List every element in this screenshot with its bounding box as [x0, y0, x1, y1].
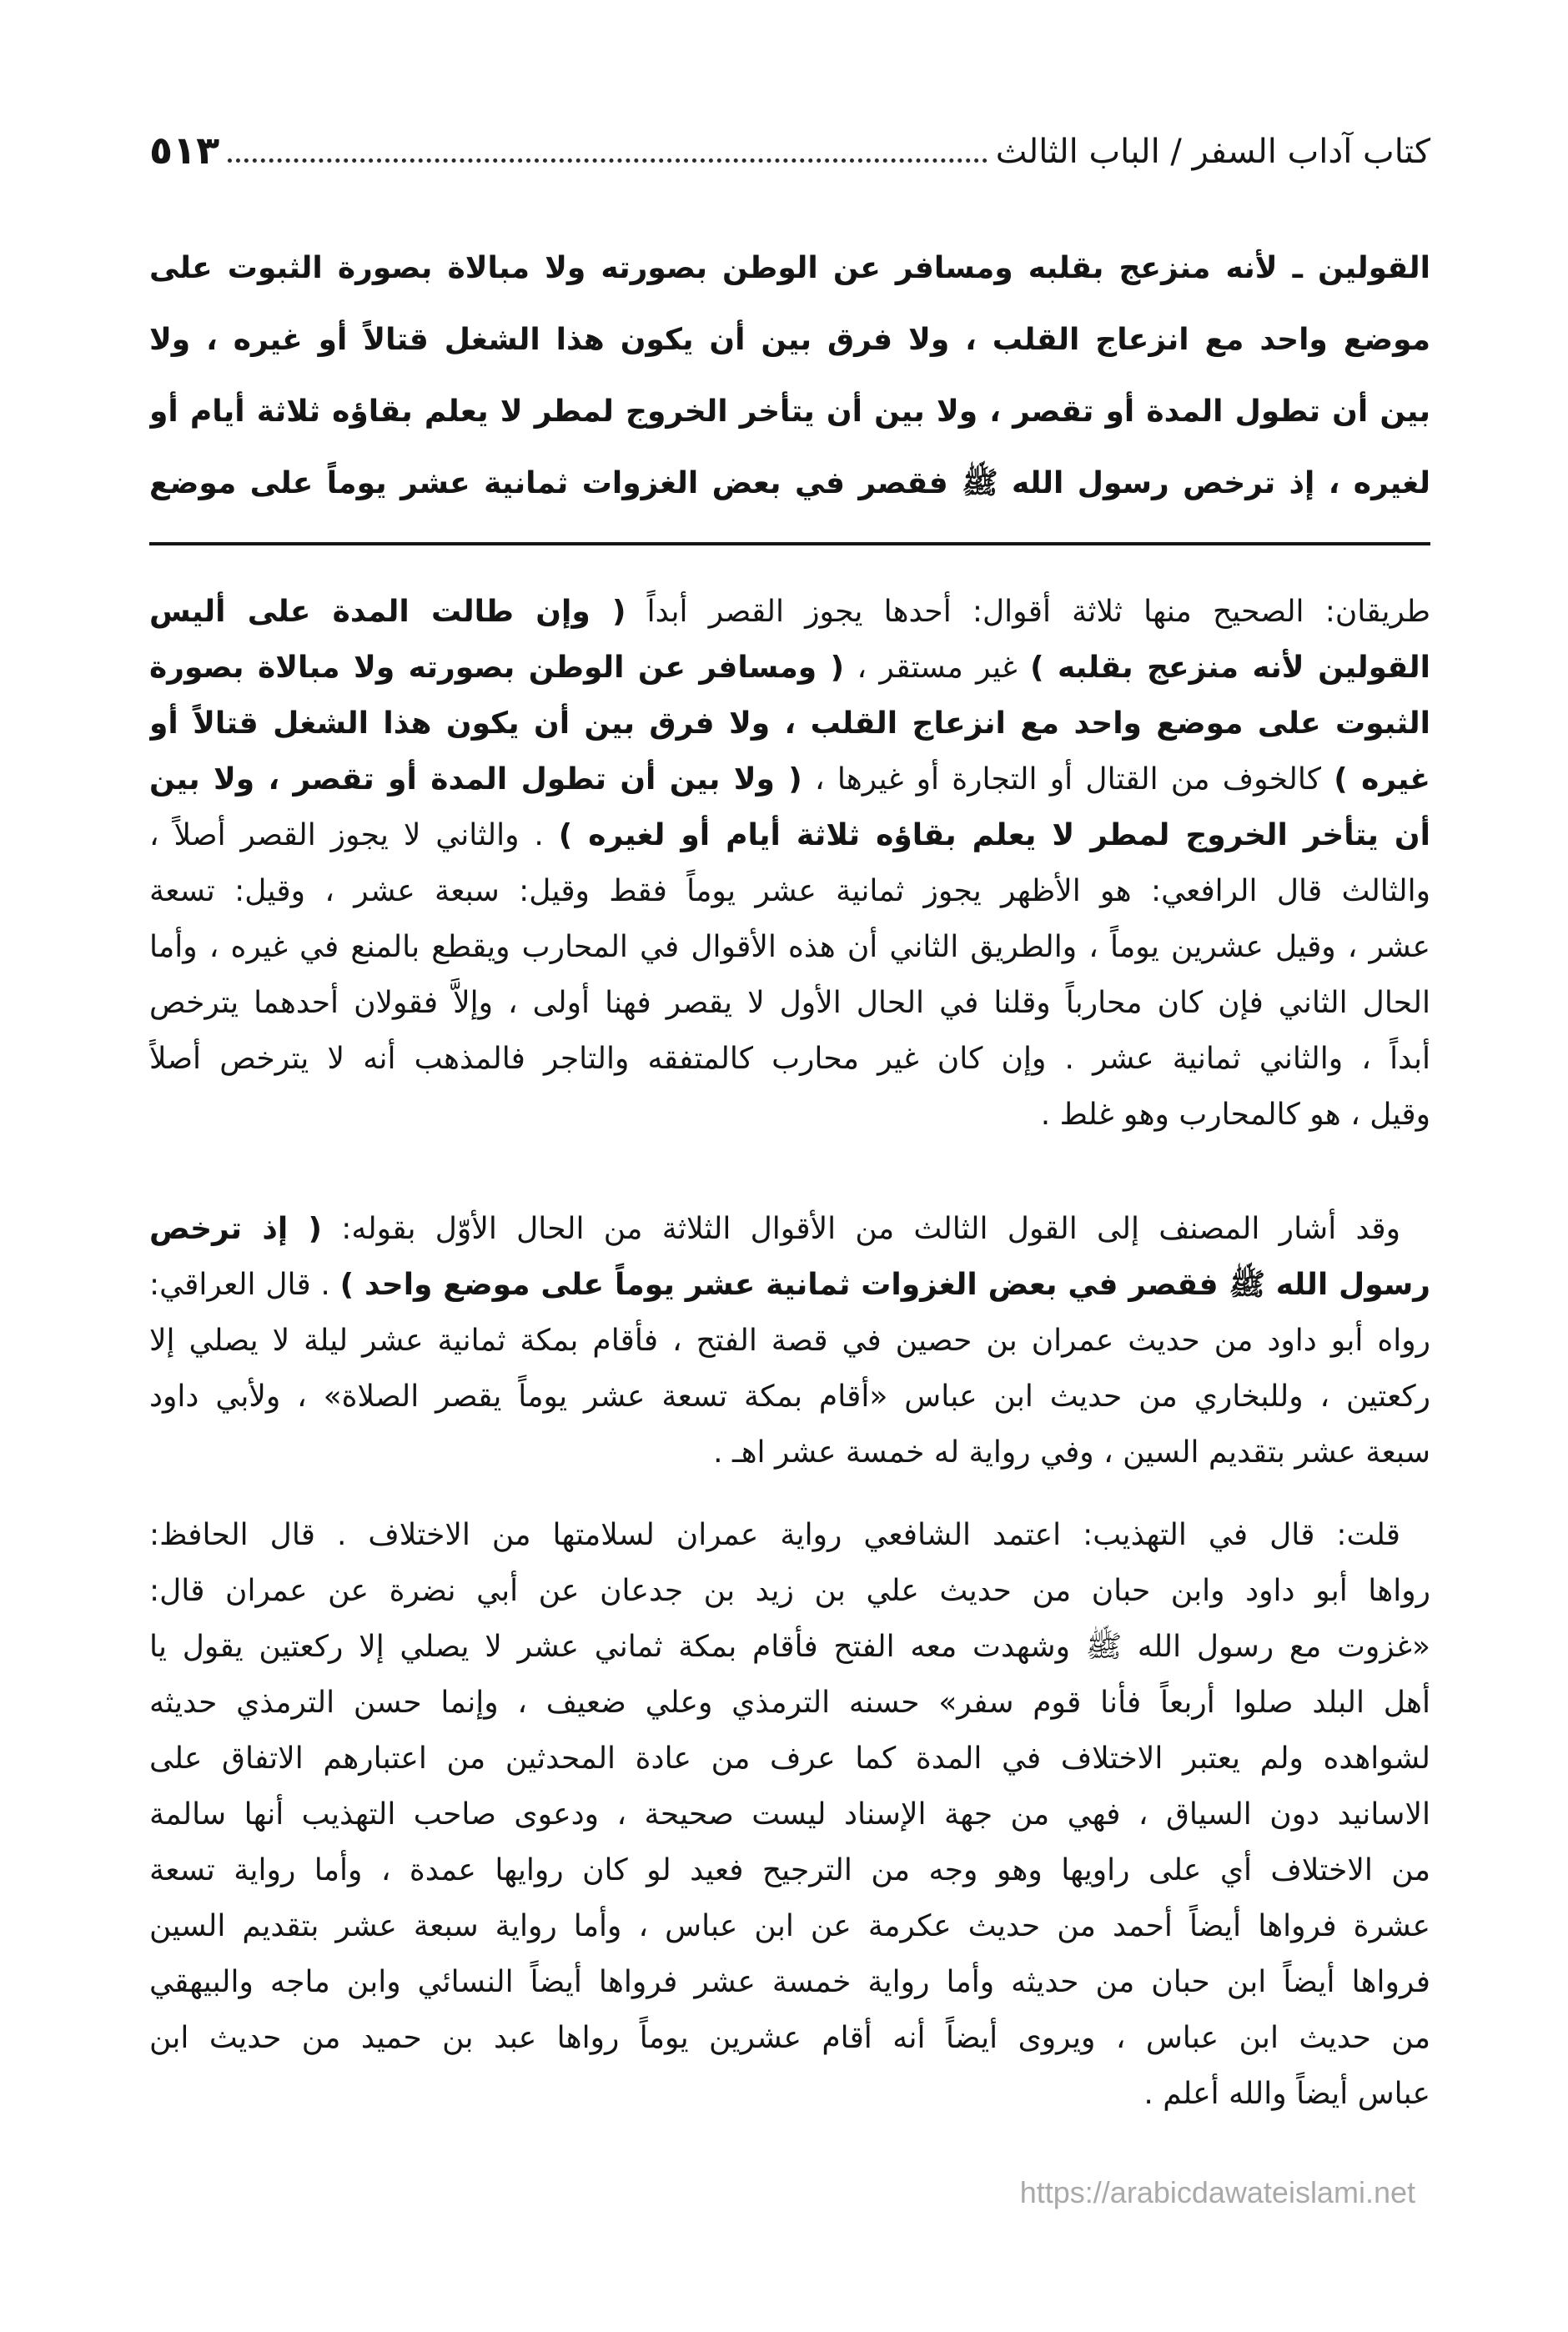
- commentary-text: وقد أشار المصنف إلى القول الثالث من الأقوال الثلاثة من الحال الأوّل بقوله:: [321, 1212, 1400, 1246]
- commentary-line: [149, 584, 1430, 640]
- commentary-text: وقيل ، هو كالمحارب وهو غلط .: [1040, 1098, 1430, 1132]
- commentary-line: [149, 1787, 1430, 1842]
- commentary-line: [149, 751, 1430, 807]
- quoted-matn-text: ( ولا بين أن تطول المدة أو تقصر ، ولا بين: [149, 762, 802, 797]
- commentary-text: الاسانيد دون السياق ، فهي من جهة الإسناد ليست صحيحة ، ودعوى صاحب التهذيب أنها سالمة: [149, 1797, 1430, 1832]
- commentary-text: فرواها أيضاً ابن حبان من حديثه وأما رواية خمسة عشر فرواها أيضاً النسائي وابن ماجه والبيهقي: [149, 1965, 1430, 1999]
- commentary-text: ركعتين ، وللبخاري من حديث ابن عباس «أقام بمكة تسعة عشر يوماً يقصر الصلاة» ، ولأبي داود: [149, 1380, 1430, 1414]
- commentary-text: من الاختلاف أي على راويها وهو وجه من الترجيح فعيد لو كان روايها عمدة ، وأما رواية تسعة: [149, 1853, 1430, 1887]
- quoted-matn-text: القولين لأنه منزعج بقلبه ): [1030, 651, 1430, 685]
- commentary-text: طريقان: الصحيح منها ثلاثة أقوال: أحدها يجوز القصر أبداً: [626, 595, 1430, 629]
- commentary-text: من حديث ابن عباس ، ويروى أيضاً أنه أقام عشرين يوماً رواها عبد بن حميد من حديث ابن: [149, 2021, 1430, 2055]
- commentary-text: الحال الثاني فإن كان محارباً وقلنا في الحال الأول لا يقصر فهنا أولى ، وإلاَّ فقولان أحدهما يترخص: [149, 986, 1430, 1020]
- main-text: [149, 233, 1430, 520]
- quoted-matn-text: غيره ): [1334, 762, 1430, 797]
- page-number: ٥١٣: [149, 128, 220, 173]
- commentary-line: [149, 1087, 1430, 1143]
- dot-leader: [228, 158, 988, 163]
- commentary-paragraph: [149, 1201, 1430, 1480]
- quoted-matn-text: ( ومسافر عن الوطن بصورته ولا مبالاة بصورة: [149, 651, 845, 685]
- commentary-line: [149, 975, 1430, 1031]
- running-title: كتاب آداب السفر / الباب الثالث: [995, 133, 1430, 171]
- commentary-paragraph: [149, 584, 1430, 1143]
- commentary-line: [149, 2066, 1430, 2122]
- commentary-text: «غزوت مع رسول الله ﷺ وشهدت معه الفتح فأقام بمكة ثماني عشر لا يصلي إلا ركعتين يقول يا: [149, 1630, 1430, 1664]
- quoted-matn-text: ( وإن طالت المدة على أليس: [149, 595, 626, 629]
- commentary-line: [149, 1898, 1430, 1954]
- commentary-text: أهل البلد صلوا أربعاً فأنا قوم سفر» حسنه الترمذي وعلي ضعيف ، وإنما حسن الترمذي حديثه: [149, 1686, 1430, 1720]
- main-text-line: لغيره ، إذ ترخص رسول الله ﷺ فقصر في بعض الغزوات ثمانية عشر يوماً على موضع: [149, 466, 1430, 500]
- commentary-text: رواها أبو داود وابن حبان من حديث علي بن زيد بن جدعان عن أبي نضرة عن عمران قال:: [149, 1574, 1430, 1608]
- commentary-line: [149, 1031, 1430, 1087]
- commentary: [149, 584, 1430, 2122]
- commentary-line: [149, 1201, 1430, 1257]
- commentary-line: [149, 863, 1430, 919]
- commentary-text: غير مستقر ،: [844, 651, 1031, 685]
- commentary-line: [149, 1425, 1430, 1480]
- quoted-matn-text: أن يتأخر الخروج لمطر لا يعلم بقاؤه ثلاثة أيام أو لغيره ): [558, 818, 1430, 852]
- running-header: [149, 122, 1430, 173]
- commentary-line: [149, 919, 1430, 975]
- commentary-line: [149, 1313, 1430, 1369]
- quoted-matn-text: الثبوت على موضع واحد مع انزعاج القلب ، ولا فرق بين أن يكون هذا الشغل قتالاً أو: [149, 706, 1430, 741]
- commentary-text: عشر ، وقيل عشرين يوماً ، والطريق الثاني أن هذه الأقوال في المحارب ويقطع بالمنع في غيره ، وأما: [149, 930, 1430, 964]
- commentary-text: عباس أيضاً والله أعلم .: [1143, 2077, 1430, 2111]
- commentary-text: . قال العراقي:: [149, 1268, 340, 1302]
- commentary-text: عشرة فرواها أيضاً أحمد من حديث عكرمة عن ابن عباس ، وأما رواية سبعة عشر بتقديم السين: [149, 1909, 1430, 1943]
- commentary-line: [149, 640, 1430, 696]
- commentary-text: قلت: قال في التهذيب: اعتمد الشافعي رواية عمران لسلامتها من الاختلاف . قال الحافظ:: [149, 1518, 1400, 1552]
- commentary-text: رواه أبو داود من حديث عمران بن حصين في قصة الفتح ، فأقام بمكة ثمانية عشر ليلة لا يصلي إلا: [149, 1324, 1430, 1358]
- commentary-text: والثالث قال الرافعي: هو الأظهر يجوز ثمانية عشر يوماً فقط وقيل: سبعة عشر ، وقيل: تسعة: [149, 874, 1430, 908]
- commentary-text: سبعة عشر بتقديم السين ، وفي رواية له خمسة عشر اهـ .: [713, 1435, 1430, 1470]
- commentary-text: . والثاني لا يجوز القصر أصلاً ،: [149, 818, 559, 852]
- commentary-line: [149, 1619, 1430, 1675]
- main-text-line: القولين ـ لأنه منزعج بقلبه ومسافر عن الوطن بصورته ولا مبالاة بصورة الثبوت على: [149, 251, 1430, 285]
- watermark-url: https://arabicdawateislami.net: [1019, 2175, 1415, 2209]
- commentary-paragraph: [149, 1507, 1430, 2122]
- main-text-line: بين أن تطول المدة أو تقصر ، ولا بين أن يتأخر الخروج لمطر لا يعلم بقاؤه ثلاثة أيام أو: [149, 395, 1430, 429]
- commentary-line: [149, 1563, 1430, 1619]
- quoted-matn-text: ( إذ ترخص: [149, 1212, 322, 1246]
- commentary-line: [149, 2010, 1430, 2066]
- commentary-line: [149, 1257, 1430, 1313]
- commentary-text: كالخوف من القتال أو التجارة أو غيرها ،: [802, 762, 1334, 797]
- commentary-line: [149, 807, 1430, 863]
- commentary-line: [149, 1369, 1430, 1425]
- commentary-text: أبداً ، والثاني ثمانية عشر . وإن كان غير محارب كالمتفقه والتاجر فالمذهب أنه لا يترخص أصلاً: [149, 1042, 1430, 1076]
- separator-rule: [149, 542, 1430, 545]
- quoted-matn-text: رسول الله ﷺ فقصر في بعض الغزوات ثمانية عشر يوماً على موضع واحد ): [339, 1268, 1430, 1302]
- commentary-line: [149, 1731, 1430, 1787]
- main-text-line: موضع واحد مع انزعاج القلب ، ولا فرق بين أن يكون هذا الشغل قتالاً أو غيره ، ولا: [149, 323, 1430, 357]
- commentary-line: [149, 1842, 1430, 1898]
- commentary-line: [149, 1954, 1430, 2010]
- commentary-line: [149, 696, 1430, 751]
- commentary-line: [149, 1675, 1430, 1731]
- commentary-line: [149, 1507, 1430, 1563]
- commentary-text: لشواهده ولم يعتبر الاختلاف في المدة كما عرف من عادة المحدثين من اعتبارهم الاتفاق على: [149, 1741, 1430, 1776]
